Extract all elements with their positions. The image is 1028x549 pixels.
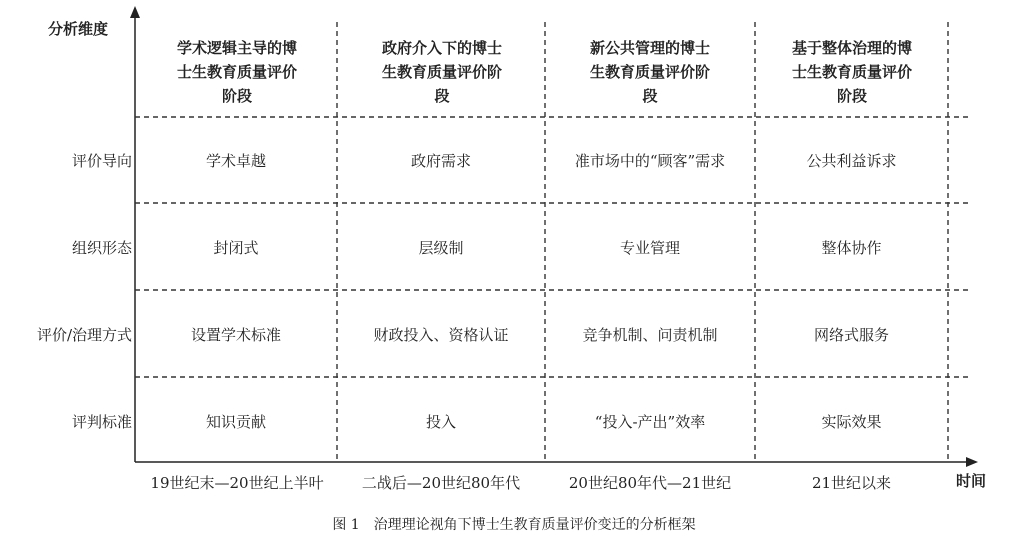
cell: 设置学术标准: [190, 326, 281, 344]
cell: 财政投入、资格认证: [373, 326, 509, 344]
cell: 专业管理: [619, 239, 680, 257]
row-label-organization: 组织形态: [71, 239, 132, 257]
cell: 网络式服务: [813, 326, 889, 344]
cell: 政府需求: [410, 152, 471, 170]
row-label-criteria: 评判标准: [71, 413, 132, 431]
cell: 竞争机制、问责机制: [582, 326, 718, 344]
cell: 学术卓越: [205, 152, 266, 170]
x-axis-label: 时间: [956, 472, 987, 490]
cell: 准市场中的“顾客”需求: [574, 152, 726, 170]
x-axis-arrow: [966, 457, 978, 467]
stage-title-1: 学术逻辑主导的博士生教育质量评价阶段: [176, 39, 297, 105]
cell: 层级制: [418, 239, 464, 257]
cell: 整体协作: [821, 239, 882, 257]
cell: 封闭式: [213, 239, 259, 257]
row-label-governance: 评价/治理方式: [36, 326, 132, 344]
figure-caption: 图 1 治理理论视角下博士生教育质量评价变迁的分析框架: [332, 517, 696, 533]
stage-period-2: 二战后—20世纪80年代: [361, 474, 521, 492]
stage-title-2: 政府介入下的博士生教育质量评价阶段: [381, 39, 502, 105]
stage-period-4: 21世纪以来: [811, 474, 892, 492]
cell: 知识贡献: [205, 413, 266, 431]
stage-title-4: 基于整体治理的博士生教育质量评价阶段: [791, 39, 912, 105]
cell: 投入: [425, 413, 456, 431]
y-axis-arrow: [130, 6, 140, 18]
y-axis-label: 分析维度: [48, 20, 109, 38]
row-label-orientation: 评价导向: [71, 152, 132, 170]
stage-period-3: 20世纪80年代—21世纪: [568, 474, 732, 492]
cell: 公共利益诉求: [806, 152, 897, 170]
stage-period-1: 19世纪末—20世纪上半叶: [150, 474, 324, 492]
cell: “投入-产出”效率: [594, 413, 706, 431]
cell: 实际效果: [821, 413, 882, 431]
stage-title-3: 新公共管理的博士生教育质量评价阶段: [589, 39, 710, 105]
